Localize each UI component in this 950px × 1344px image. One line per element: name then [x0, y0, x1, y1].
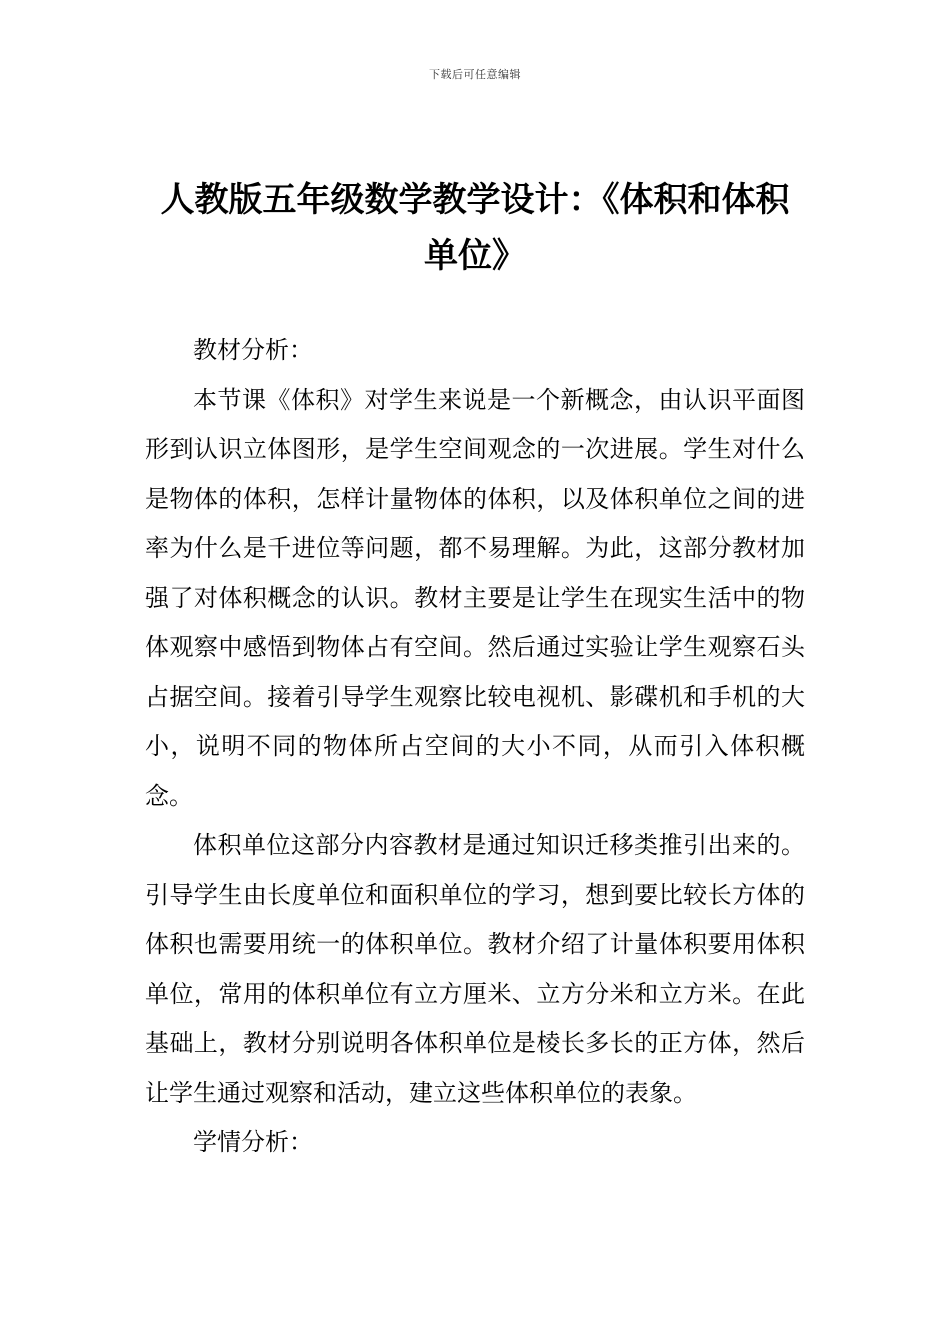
paragraph-volume-units: 体积单位这部分内容教材是通过知识迁移类推引出来的。引导学生由长度单位和面积单位的学习，想到要比较长方体的体积也需要用统一的体积单位。教材介绍了计量体积要用体积单位，常用的体积单位有立方厘米、立方分米和立方米。在此基础上，教材分别说明各体积单位是棱长多长的正方体，然后让学生通过观察和活动，建立这些体积单位的表象。 — [145, 831, 805, 1107]
document-title: 人教版五年级数学教学设计：《体积和体积单位》 — [160, 180, 790, 276]
header-note: 下载后可任意编辑 — [429, 68, 521, 81]
section-heading-student-analysis: 学情分析： — [193, 1128, 313, 1156]
document-body — [145, 326, 805, 1168]
section-heading-textbook-analysis: 教材分析： — [193, 336, 313, 364]
paragraph-volume-concept: 本节课《体积》对学生来说是一个新概念，由认识平面图形到认识立体图形，是学生空间观念的一次进展。学生对什么是物体的体积，怎样计量物体的体积，以及体积单位之间的进率为什么是千进位等问题，都不易理解。为此，这部分教材加强了对体积概念的认识。教材主要是让学生在现实生活中的物体观察中感悟到物体占有空间。然后通过实验让学生观察石头占据空间。接着引导学生观察比较电视机、影碟机和手机的大小，说明不同的物体所占空间的大小不同，从而引入体积概念。 — [145, 385, 805, 810]
